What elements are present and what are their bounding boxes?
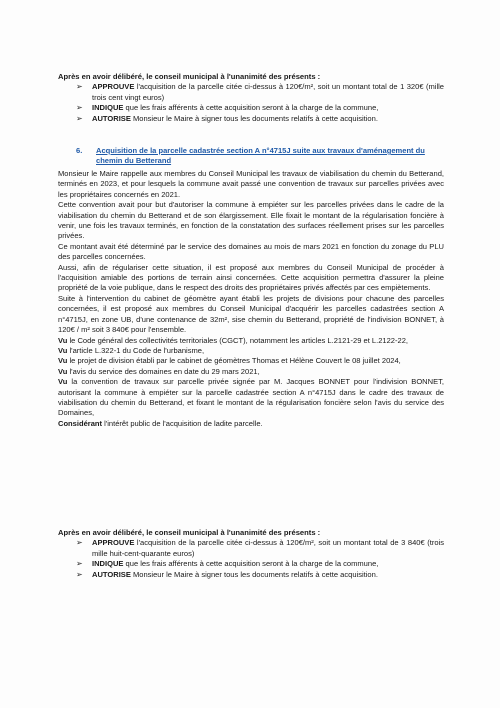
reference-label: Vu	[58, 366, 68, 376]
decision-text: l'acquisition de la parcelle citée ci-dessus à 120€/m², soit un montant total de 1 320€ (mille trois cent vingt euros)	[92, 82, 444, 102]
decision-text: l'acquisition de la parcelle citée ci-dessus à 120€/m², soit un montant total de 3 840€ (trois mille huit-cent-quarante euros)	[92, 538, 444, 558]
legal-reference	[58, 367, 444, 377]
decision-text: Monsieur le Maire à signer tous les documents relatifs à cette acquisition.	[130, 113, 378, 123]
decision-keyword: INDIQUE	[92, 559, 124, 569]
legal-reference	[58, 336, 444, 346]
decision-block-1	[58, 72, 444, 124]
paragraph: Suite à l'intervention du cabinet de géomètre ayant établi les projets de divisions pour chacune des parcelles concernées, il est proposé aux membres du Conseil Municipal d'acquérir les parcelles cadastrées section A n°4715J, en zone UB, d'une contenance de 32m², sise chemin du Betterand, propriété de l'indivision BONNET, à 120€ / m² soit 3 840€ pour l'ensemble.	[58, 293, 444, 335]
reference-label: Vu	[58, 356, 68, 366]
deliberation-heading: Après en avoir délibéré, le conseil municipal à l'unanimité des présents :	[58, 528, 321, 537]
paragraph: Cette convention avait pour but d'autoriser la commune à empiéter sur les parcelles privées dans le cadre de la viabilisation du chemin du Betterand et de son élargissement. Elle fixait le montant de la régularisation foncière à venir, une fois les travaux terminés, en fonction de la constatation des surfaces réellement prises sur les parcelles privées.	[58, 200, 444, 241]
reference-text: la convention de travaux sur parcelle privée signée par M. Jacques BONNET pour l'indivision BONNET, autorisant la commune à empiéter sur la parcelle cadastrée section A n°4715J dans le cadre des travaux de viabilisation du chemin du Betterand, et fixant le montant de la régularisation foncière selon l'avis du service des Domaines,	[58, 377, 444, 418]
reference-text: le Code général des collectivités territoriales (CGCT), notamment les articles L.2121-29 et L.2122-22,	[67, 335, 408, 345]
reference-text: le projet de division établi par le cabinet de géomètres Thomas et Hélène Couvert le 08 juillet 2024,	[67, 356, 401, 366]
decision-item-authorize	[76, 114, 444, 124]
legal-reference	[58, 356, 444, 366]
section-number: 6.	[76, 146, 83, 155]
paragraph: Ce montant avait été déterminé par le service des domaines au mois de mars 2021 en fonction du zonage du PLU des parcelles concernées.	[58, 241, 444, 262]
decision-text: que les frais afférents à cette acquisition seront à la charge de la commune,	[123, 103, 379, 113]
deliberation-heading: Après en avoir délibéré, le conseil municipal à l'unanimité des présents :	[58, 72, 321, 81]
reference-label: Vu	[58, 345, 68, 355]
decision-item-authorize	[76, 570, 444, 580]
decision-text: que les frais afférents à cette acquisition seront à la charge de la commune,	[123, 559, 379, 569]
section-heading-block	[58, 146, 444, 167]
paragraph: Aussi, afin de régulariser cette situation, il est proposé aux membres du Conseil Municipal de procéder à l'acquisition amiable des portions de terrain ainsi concernées. Cette acquisition permettra d'assurer la pleine propriété de la voie publique, dans le respect des droits des propriétaires privés affectés par ces empiètements.	[58, 262, 444, 293]
decision-list	[58, 82, 444, 124]
decision-keyword: AUTORISE	[92, 569, 131, 579]
arrow-bullet-icon: ➢	[76, 82, 83, 92]
section-title-text: Acquisition de la parcelle cadastrée section A n°4715J suite aux travaux d'aménagement du chemin du Betterand	[96, 146, 425, 166]
decision-block-2	[58, 528, 444, 580]
reference-text: l'intérêt public de l'acquisition de ladite parcelle.	[102, 418, 263, 428]
decision-item-approve	[76, 538, 444, 559]
arrow-bullet-icon: ➢	[76, 569, 83, 579]
reference-label: Considérant	[58, 418, 103, 428]
legal-reference	[58, 346, 444, 356]
section-title	[76, 146, 444, 167]
arrow-bullet-icon: ➢	[76, 538, 83, 548]
decision-keyword: AUTORISE	[92, 113, 131, 123]
decision-text: Monsieur le Maire à signer tous les documents relatifs à cette acquisition.	[130, 569, 378, 579]
decision-item-indicate	[76, 559, 444, 569]
arrow-bullet-icon: ➢	[76, 559, 83, 569]
section-body	[58, 169, 444, 429]
decision-list	[58, 538, 444, 580]
decision-keyword: APPROUVE	[92, 538, 135, 548]
reference-label: Vu	[58, 377, 68, 387]
legal-reference	[58, 377, 444, 419]
legal-reference	[58, 419, 444, 429]
decision-keyword: APPROUVE	[92, 82, 135, 92]
reference-text: l'avis du service des domaines en date du 29 mars 2021,	[67, 366, 260, 376]
decision-item-indicate	[76, 103, 444, 113]
arrow-bullet-icon: ➢	[76, 103, 83, 113]
decision-item-approve	[76, 82, 444, 103]
decision-keyword: INDIQUE	[92, 103, 124, 113]
reference-label: Vu	[58, 335, 68, 345]
arrow-bullet-icon: ➢	[76, 113, 83, 123]
reference-text: l'article L.322-1 du Code de l'urbanisme,	[67, 345, 205, 355]
paragraph: Monsieur le Maire rappelle aux membres du Conseil Municipal les travaux de viabilisation du chemin du Betterand, terminés en 2023, et pour lesquels la commune avait passé une convention de travaux sur parcelles privées avec les propriétaires concernés en 2021.	[58, 169, 444, 199]
